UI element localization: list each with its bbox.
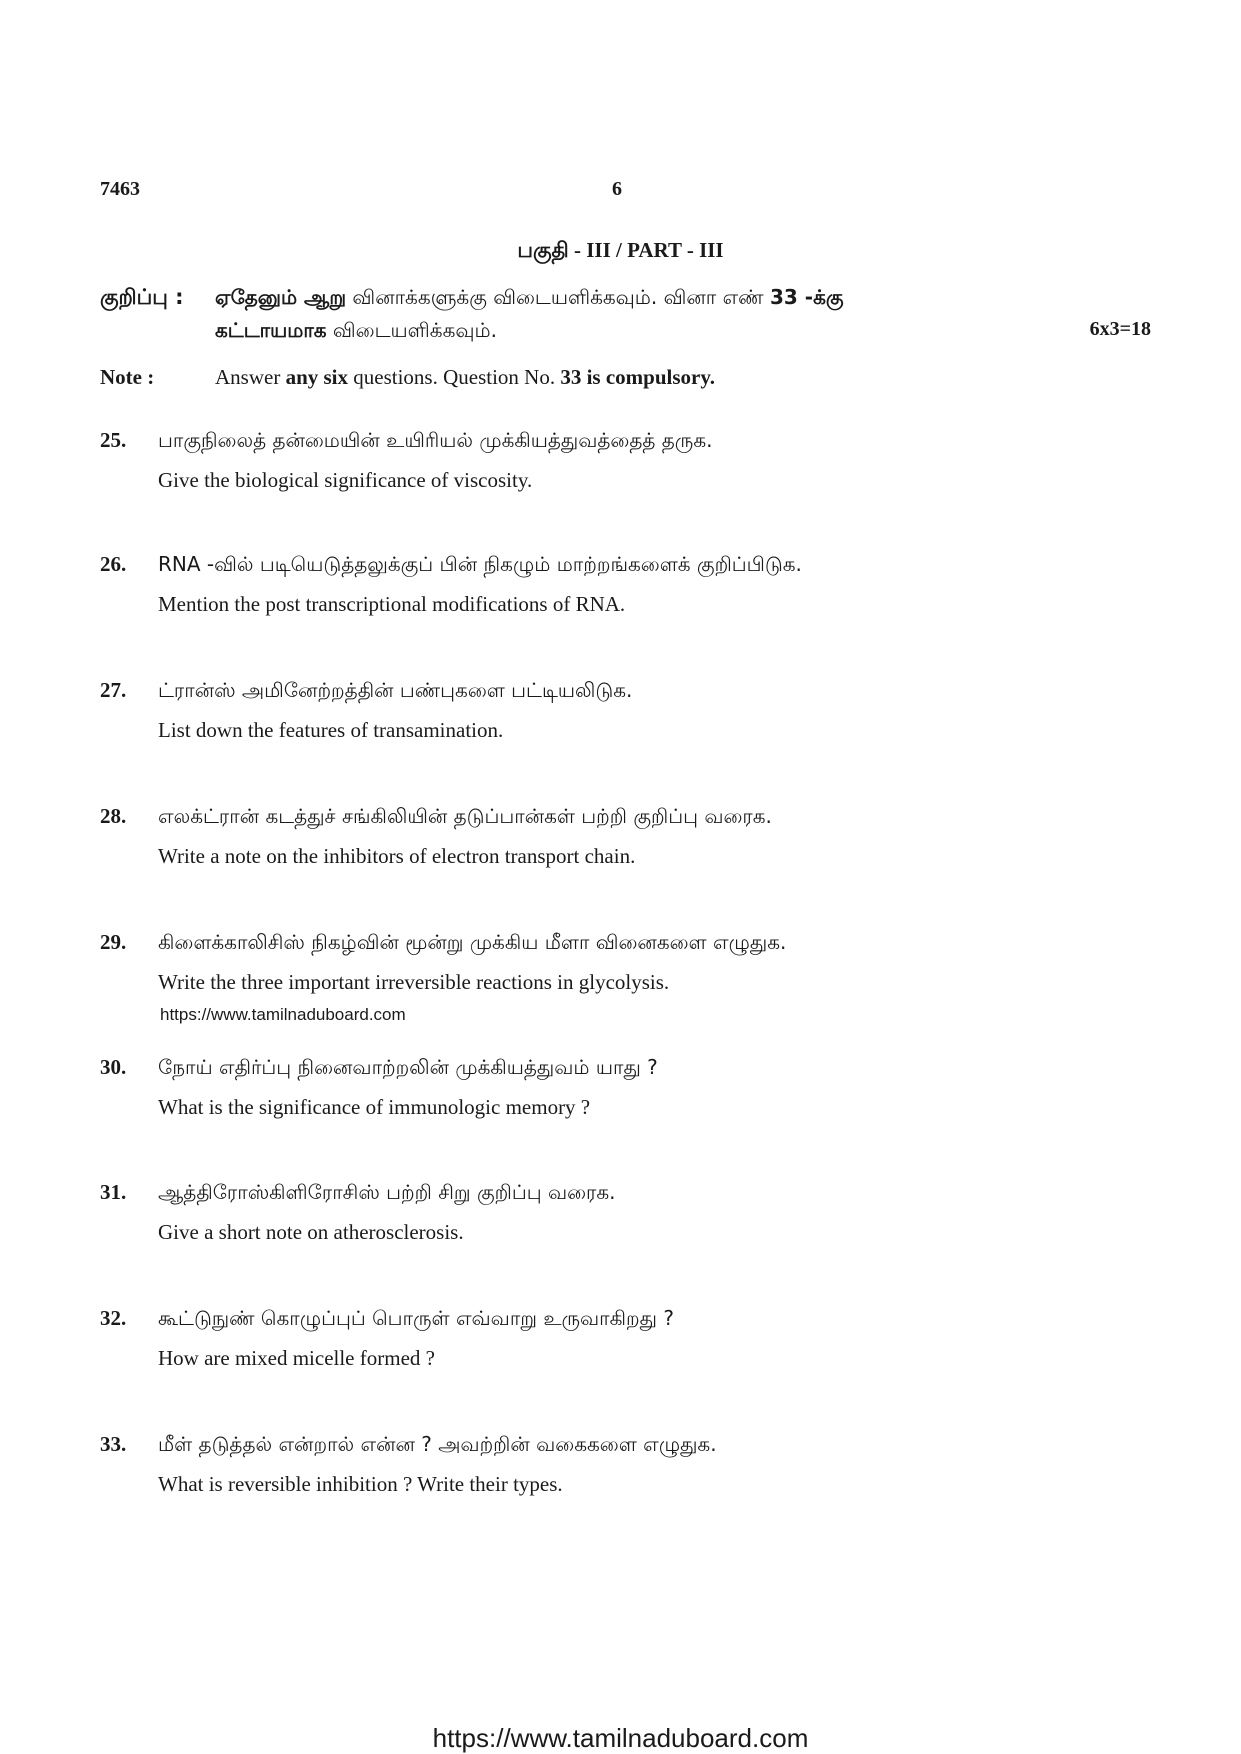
paper-code: 7463 — [100, 178, 140, 200]
english-note-any-six: any six — [285, 365, 349, 389]
english-note-label: Note : — [100, 365, 155, 389]
question-english: Give a short note on atherosclerosis. — [158, 1220, 464, 1244]
question-number: 27. — [100, 678, 127, 702]
tamil-note-line-2 — [215, 318, 497, 345]
question-english: What is the significance of immunologic memory ? — [158, 1095, 591, 1119]
question-tamil: பாகுநிலைத் தன்மையின் உயிரியல் முக்கியத்துவத்தைத் தருக. — [158, 428, 713, 452]
question-number: 26. — [100, 552, 127, 576]
question-number: 28. — [100, 804, 127, 828]
question-number: 25. — [100, 428, 127, 452]
question-english: List down the features of transamination. — [158, 718, 504, 742]
question-tamil: கூட்டுநுண் கொழுப்புப் பொருள் எவ்வாறு உருவாகிறது ? — [158, 1306, 674, 1330]
question-tamil: கிளைக்காலிசிஸ் நிகழ்வின் மூன்று முக்கிய மீளா வினைகளை எழுதுக. — [158, 930, 787, 954]
question-number: 30. — [100, 1055, 127, 1079]
question-tamil: ட்ரான்ஸ் அமினேற்றத்தின் பண்புகளை பட்டியலிடுக. — [158, 678, 633, 702]
tamil-note-question-number: 33 -க்கு — [769, 285, 844, 309]
question-english: What is reversible inhibition ? Write their types. — [158, 1472, 563, 1496]
question-tamil: எலக்ட்ரான் கடத்துச் சங்கிலியின் தடுப்பான்கள் பற்றி குறிப்பு வரைக. — [158, 804, 772, 828]
tamil-note-line-1 — [215, 285, 1085, 312]
english-note-part-2: questions. Question No. — [348, 365, 561, 389]
question-number: 32. — [100, 1306, 127, 1330]
tamil-note-line2-text: விடையளிக்கவும். — [326, 318, 497, 342]
question-english: Write a note on the inhibitors of electron transport chain. — [158, 844, 636, 868]
tamil-note-any-six: ஏதேனும் ஆறு — [215, 285, 347, 309]
question-tamil: மீள் தடுத்தல் என்றால் என்ன ? அவற்றின் வகைகளை எழுதுக. — [158, 1432, 717, 1456]
question-tamil: ஆத்திரோஸ்கிளிரோசிஸ் பற்றி சிறு குறிப்பு வரைக. — [158, 1180, 616, 1204]
question-tamil: நோய் எதிர்ப்பு நினைவாற்றலின் முக்கியத்துவம் யாது ? — [158, 1055, 658, 1079]
question-tamil: RNA -வில் படியெடுத்தலுக்குப் பின் நிகழும் மாற்றங்களைக் குறிப்பிடுக. — [158, 552, 802, 576]
english-note-text — [215, 365, 715, 390]
watermark-url[interactable]: https://www.tamilnaduboard.com — [160, 1005, 406, 1024]
tamil-note-line1-text: வினாக்களுக்கு விடையளிக்கவும். வினா எண் — [346, 285, 770, 309]
marks-allocation: 6x3=18 — [1089, 318, 1151, 340]
english-note-question-number: 33 — [560, 365, 582, 389]
english-note-part-1: Answer — [215, 365, 286, 389]
question-english: Give the biological significance of viscosity. — [158, 468, 533, 492]
tamil-note-label: குறிப்பு : — [100, 285, 184, 309]
tamil-note-compulsory: கட்டாயமாக — [215, 318, 327, 342]
footer-url[interactable]: https://www.tamilnaduboard.com — [432, 1723, 809, 1753]
part-title: பகுதி - III / PART - III — [517, 238, 724, 262]
question-number: 29. — [100, 930, 127, 954]
question-number: 33. — [100, 1432, 127, 1456]
question-number: 31. — [100, 1180, 127, 1204]
question-english: How are mixed micelle formed ? — [158, 1346, 435, 1370]
question-english: Write the three important irreversible reactions in glycolysis. — [158, 970, 670, 994]
question-english: Mention the post transcriptional modifications of RNA. — [158, 592, 626, 616]
english-note-compulsory: is compulsory. — [586, 365, 715, 389]
page-number: 6 — [612, 178, 622, 200]
